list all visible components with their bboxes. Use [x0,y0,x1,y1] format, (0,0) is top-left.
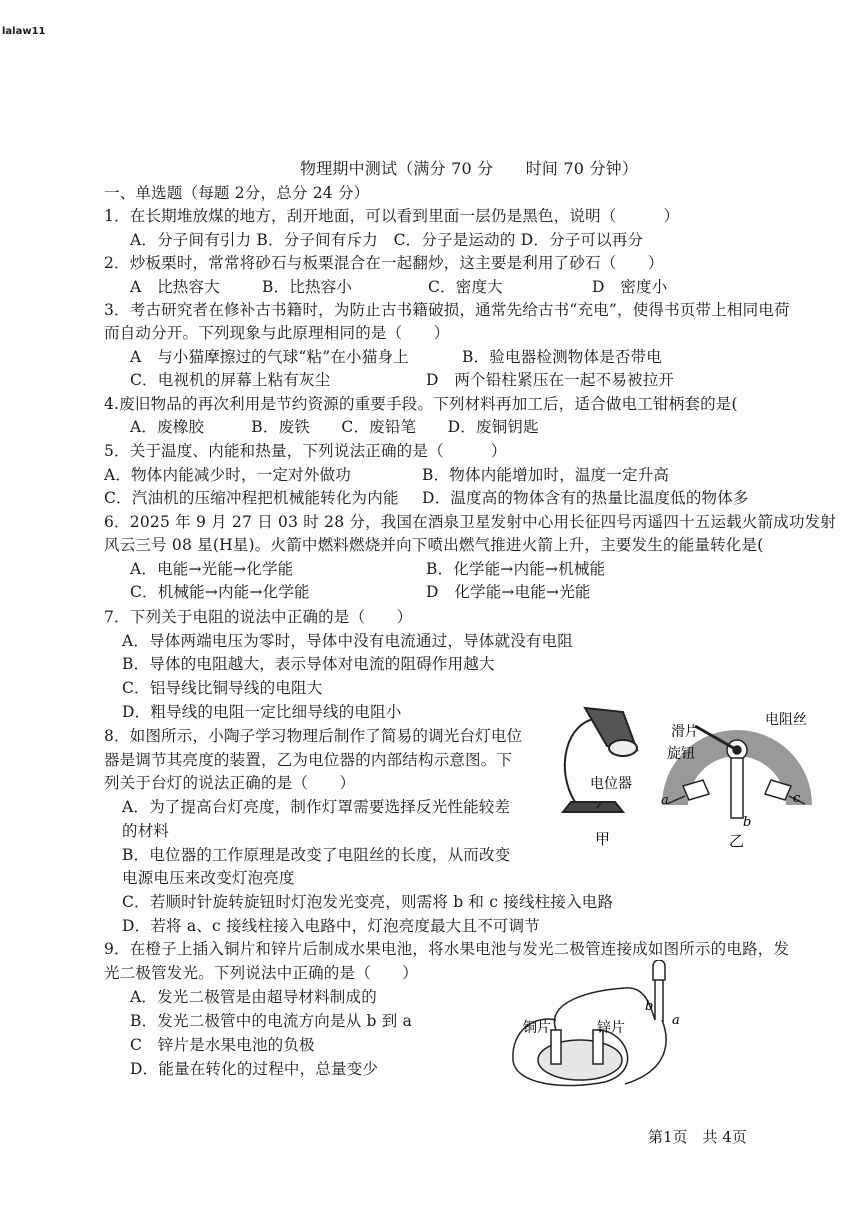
fig-label-yi: 乙 [729,832,745,850]
potentiometer-figure [655,700,820,858]
q9-stem-line2: 光二极管发光。下列说法中正确的是（ ） [104,964,419,982]
fig-label-b: b [645,999,654,1014]
q3-option-d: D 两个铅柱紧压在一起不易被拉开 [426,371,675,389]
q5-option-c: C．汽油机的压缩冲程把机械能转化为内能 [104,489,399,507]
lamp-bulb [609,740,637,756]
q6-stem-line2: 风云三号 08 星(H星)。火箭中燃料燃烧并向下喷出燃气推进火箭上升，主要发生的能量转化是( [104,536,764,554]
q2-option-c: C．密度大 [428,278,503,296]
q5-stem: 5．关于温度、内能和热量，下列说法正确的是（ ） [104,442,507,460]
fig-label-a: a [672,1013,680,1028]
fig-label-b: b [743,815,752,830]
q7-option-d: D．粗导线的电阻一定比细导线的电阻小 [122,703,402,721]
q6-option-b: B．化学能→内能→机械能 [426,560,606,578]
q2-option-d: D 密度小 [592,278,668,296]
q8-option-a-line2: 的材料 [122,822,170,840]
q3-option-b: B．验电器检测物体是否带电 [462,348,662,366]
q2-stem: 2．炒板栗时，常常将砂石与板栗混合在一起翻炒，这主要是利用了砂石（ ） [104,254,664,272]
terminal-b [731,758,743,818]
fig-label-zinc: 锌片 [597,1020,625,1036]
q8-option-a-line1: A．为了提高台灯亮度，制作灯罩需要选择反光性能较差 [122,798,511,816]
section-heading: 一、单选题（每题 2分，总分 24 分） [104,184,370,202]
q8-stem-line2: 器是调节其亮度的装置，乙为电位器的内部结构示意图。下 [104,751,513,769]
wire-a [625,1020,666,1084]
q5-option-a: A．物体内能减少时，一定对外做功 [104,466,351,484]
q9-stem-line1: 9．在橙子上插入铜片和锌片后制成水果电池，将水果电池与发光二极管连接成如图所示的电路，发 [104,940,790,958]
q2-option-a: A 比热容大 [130,278,220,296]
q4-options: A．废橡胶 B．废铁 C．废铅笔 D．废铜钥匙 [130,418,539,436]
q9-option-d: D．能量在转化的过程中，总量变少 [130,1060,379,1078]
corner-mark: lalaw11 [2,26,46,37]
q6-option-d: D 化学能→电能→光能 [426,583,591,601]
fig-label-slider: 滑片 [671,724,699,740]
q1-options: A．分子间有引力 B．分子间有斥力 C．分子是运动的 D．分子可以再分 [130,231,644,249]
q3-option-a: A 与小猫摩擦过的气球“粘”在小猫身上 [130,348,409,366]
q7-option-a: A．导体两端电压为零时，导体中没有电流通过，导体就没有电阻 [122,632,573,650]
q8-stem-line1: 8．如图所示，小陶子学习物理后制作了简易的调光台灯电位 [104,727,523,745]
q7-option-c: C．铝导线比铜导线的电阻大 [122,679,323,697]
lamp-base [563,802,623,812]
q8-option-b-line2: 电源电压来改变灯泡亮度 [122,869,295,887]
q8-option-b-line1: B．电位器的工作原理是改变了电阻丝的长度，从而改变 [122,846,511,864]
page-number: 第1页 共 4页 [648,1128,747,1146]
q3-stem-line2: 而自动分开。下列现象与此原理相同的是（ ） [104,324,450,342]
fig-label-wire: 电阻丝 [765,712,807,728]
fig-label-jia: 甲 [595,830,611,848]
q5-option-d: D．温度高的物体含有的热量比温度低的物体多 [422,489,749,507]
q1-stem: 1．在长期堆放煤的地方，刮开地面，可以看到里面一层仍是黑色，说明（ ） [104,207,680,225]
q9-option-c: C 锌片是水果电池的负极 [130,1036,315,1054]
q8-option-d: D．若将 a、c 接线柱接入电路中，灯泡亮度最大且不可调节 [122,917,541,935]
q5-option-b: B．物体内能增加时，温度一定升高 [422,466,670,484]
fig-label-c: c [793,791,801,806]
q2-option-b: B．比热容小 [262,278,353,296]
q9-option-a: A．发光二极管是由超导材料制成的 [130,988,377,1006]
fig-label-copper: 铜片 [523,1020,551,1036]
q3-option-c: C．电视机的屏幕上粘有灰尘 [130,371,331,389]
page-title: 物理期中测试（满分 70 分 时间 70 分钟） [300,159,639,178]
q6-option-a: A．电能→光能→化学能 [130,560,294,578]
q3-stem-line1: 3．考古研究者在修补古书籍时，为防止古书籍破损，通常先给古书“充电”，使得书页带上相同电荷 [104,301,790,319]
q8-stem-line3: 列关于台灯的说法正确的是（ ） [104,774,356,792]
q7-stem: 7．下列关于电阻的说法中正确的是（ ） [104,608,413,626]
q6-option-c: C．机械能→内能→化学能 [130,583,310,601]
q8-option-c: C．若顺时针旋转旋钮时灯泡发光变亮，则需将 b 和 c 接线柱接入电路 [122,893,614,911]
fruit-battery-figure [505,960,695,1095]
fig-label-device: 电位器 [590,776,632,792]
q9-option-b: B．发光二极管中的电流方向是从 b 到 a [130,1012,413,1030]
q4-stem: 4.废旧物品的再次利用是节约资源的重要手段。下列材料再加工后，适合做电工钳柄套的是( [104,395,738,413]
fig-label-knob: 旋钮 [667,746,695,762]
q6-stem-line1: 6．2025 年 9 月 27 日 03 时 28 分，我国在酒泉卫星发射中心用长征四号丙遥四十五运载火箭成功发射 [104,513,837,531]
lamp-figure [545,690,655,850]
copper-plate [551,1030,561,1064]
q7-option-b: B．导体的电阻越大，表示导体对电流的阻碍作用越大 [122,655,495,673]
fig-label-a: a [661,793,669,808]
led-bulb [653,960,665,980]
